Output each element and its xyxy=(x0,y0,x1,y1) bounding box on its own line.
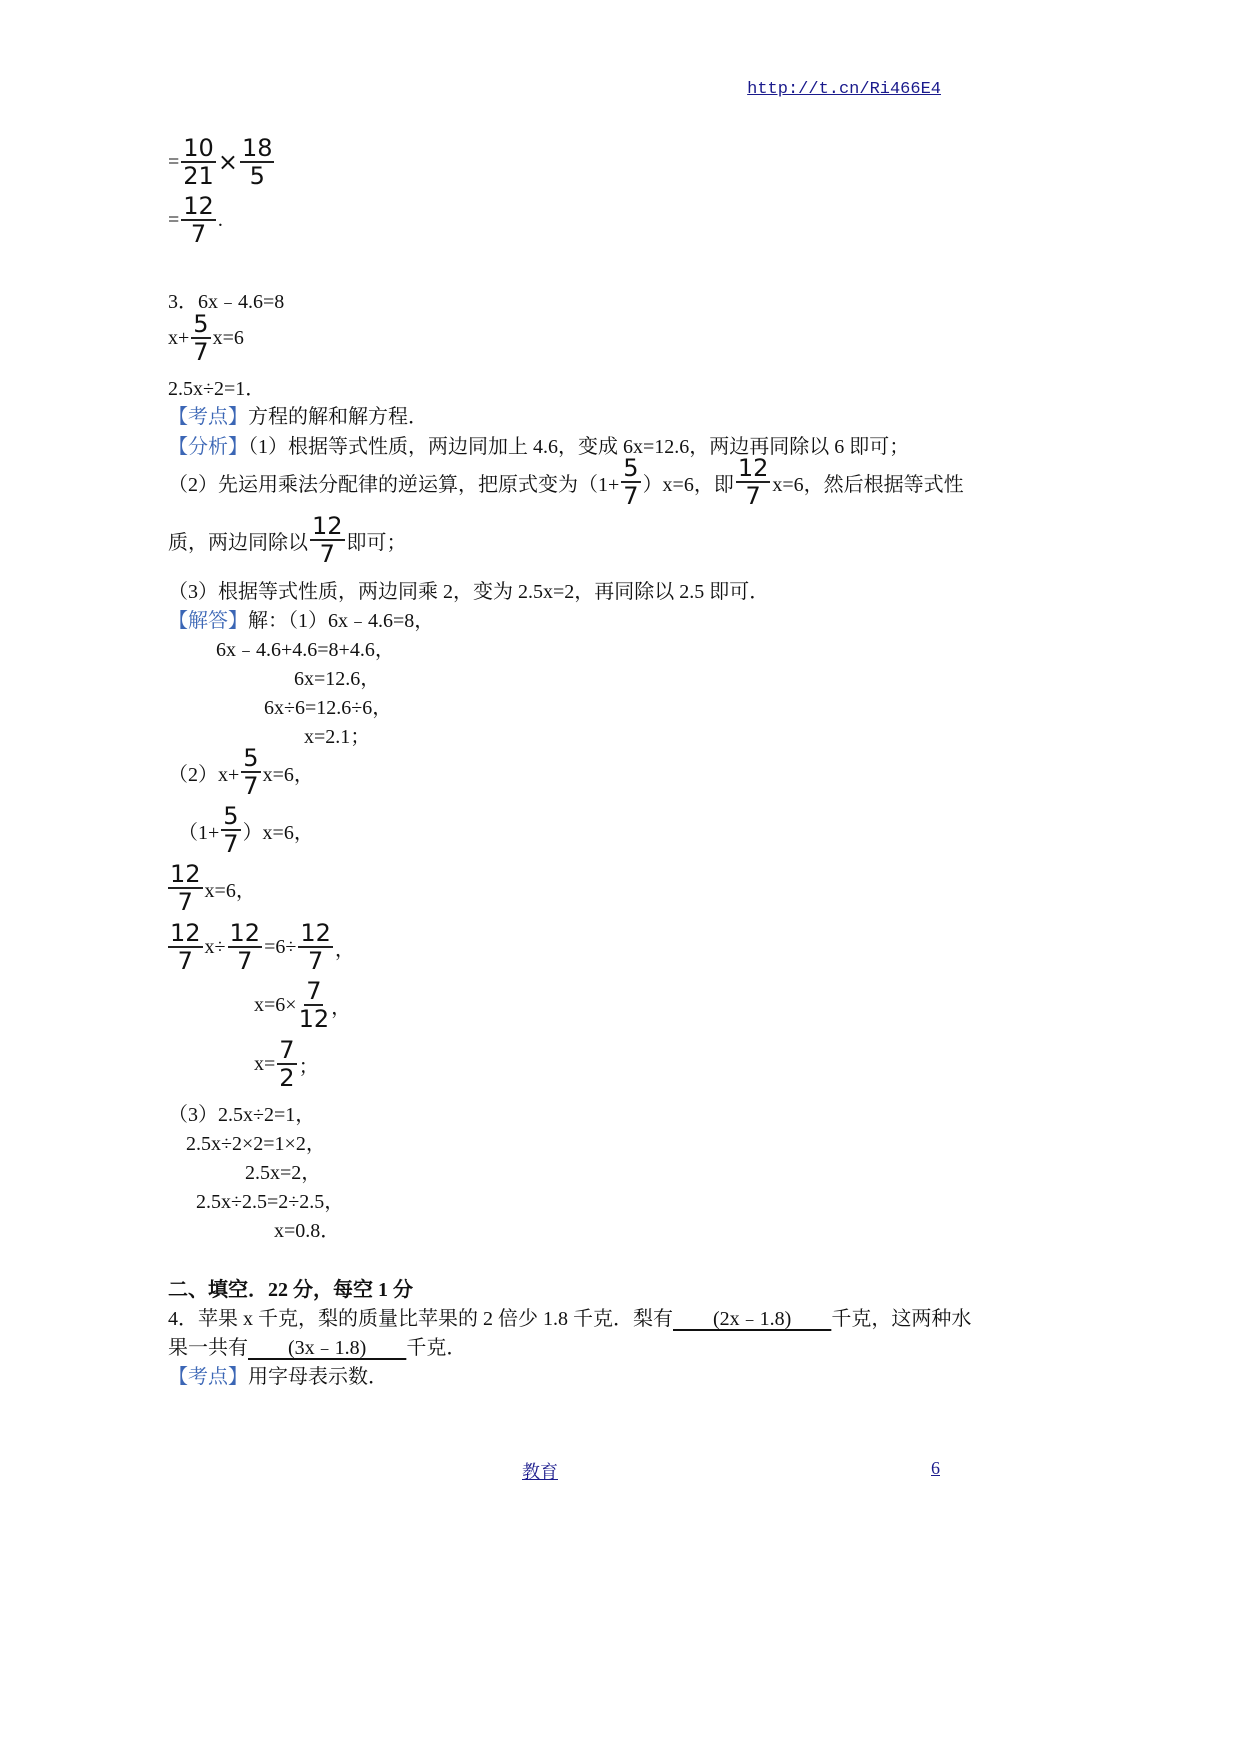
jieda-p3-line-1: （3）2.5x÷2=1， xyxy=(168,1104,316,1126)
answer-blank-2: (3x﹣1.8) xyxy=(248,1337,407,1359)
jieda-p2-line-1: （2）x+ $\frac{5}{7}$ x=6， xyxy=(168,744,314,800)
jieda-intro: 【解答】解：（1）6x﹣4.6=8， xyxy=(168,610,435,632)
problem4-line-2: 果一共有 (3x﹣1.8) 千克． xyxy=(168,1337,467,1359)
fenxi-tag: 【分析】 xyxy=(168,436,248,458)
header-url-link[interactable]: http://t.cn/Ri466E4 xyxy=(747,80,941,99)
jieda-p2-line-2: （1+ $\frac{5}{7}$ ）x=6， xyxy=(178,802,314,858)
times-sign: × xyxy=(217,148,238,176)
footer-center-link[interactable]: 教育 xyxy=(522,1462,558,1482)
calc-line-2: = $\frac{12}{7}$ . xyxy=(168,192,223,248)
fraction-12-7: $\frac{12}{7}$ xyxy=(183,192,214,248)
fraction-10-21: $\frac{10}{21}$ xyxy=(183,134,214,190)
jieda-p2-line-3: $\frac{12}{7}$ x=6， xyxy=(170,860,256,916)
problem3-eq3: 2.5x÷2=1． xyxy=(168,378,266,400)
section2-title: 二、填空．22 分，每空 1 分 xyxy=(168,1279,413,1301)
kaodian-tag: 【考点】 xyxy=(168,406,248,428)
fenxi-line-4: （3）根据等式性质，两边同乘 2，变为 2.5x=2，再同除以 2.5 即可． xyxy=(168,581,770,603)
jieda-step-1: 6x﹣4.6+4.6=8+4.6， xyxy=(216,639,395,661)
fraction-18-5: $\frac{18}{5}$ xyxy=(241,134,273,190)
jieda-p2-line-5: x=6× $\frac{7}{12}$ ， xyxy=(254,977,352,1033)
problem4-kaodian: 【考点】用字母表示数． xyxy=(168,1366,388,1388)
jieda-step-4: x=2.1； xyxy=(304,726,371,748)
kaodian-tag-2: 【考点】 xyxy=(168,1366,248,1388)
problem3-eq2: x+ $\frac{5}{7}$ x=6 xyxy=(168,310,244,366)
answer-blank-1: (2x﹣1.8) xyxy=(673,1308,832,1330)
jieda-tag: 【解答】 xyxy=(168,610,248,632)
jieda-step-3: 6x÷6=12.6÷6， xyxy=(264,697,393,719)
jieda-p2-line-4: $\frac{12}{7}$ x÷ $\frac{12}{7}$ =6÷ $\frac{12}{7}$ ， xyxy=(170,919,355,975)
fenxi-line-2: （2）先运用乘法分配律的逆运算，把原式变为（1+ $\frac{5}{7}$ ）x=6，即 $\frac{12}{7}$ x=6，然后根据等式性 xyxy=(168,454,964,510)
jieda-p3-line-2: 2.5x÷2×2=1×2， xyxy=(186,1133,326,1155)
problem3-title: 3．6x﹣4.6=8 xyxy=(168,291,285,313)
fenxi-line-3: 质，两边同除以 $\frac{12}{7}$ 即可； xyxy=(168,512,407,568)
kaodian-line: 【考点】方程的解和解方程． xyxy=(168,406,428,428)
problem4-line-1: 4．苹果 x 千克，梨的质量比苹果的 2 倍少 1.8 千克．梨有 (2x﹣1.8) 千克，这两种水 xyxy=(168,1308,972,1330)
equals-sign: = xyxy=(168,150,180,173)
fenxi-line-1: 【分析】（1）根据等式性质，两边同加上 4.6，变成 6x=12.6，两边再同除以 6 即可； xyxy=(168,436,910,458)
footer-page-number[interactable]: 6 xyxy=(931,1458,940,1478)
jieda-p3-line-4: 2.5x÷2.5=2÷2.5， xyxy=(196,1191,345,1213)
jieda-p3-line-3: 2.5x=2， xyxy=(245,1162,322,1184)
calc-line-1 xyxy=(168,136,276,188)
jieda-p3-line-5: x=0.8． xyxy=(274,1220,341,1242)
jieda-step-2: 6x=12.6， xyxy=(294,668,381,690)
jieda-p2-line-6: x= $\frac{7}{2}$ ； xyxy=(254,1036,319,1092)
